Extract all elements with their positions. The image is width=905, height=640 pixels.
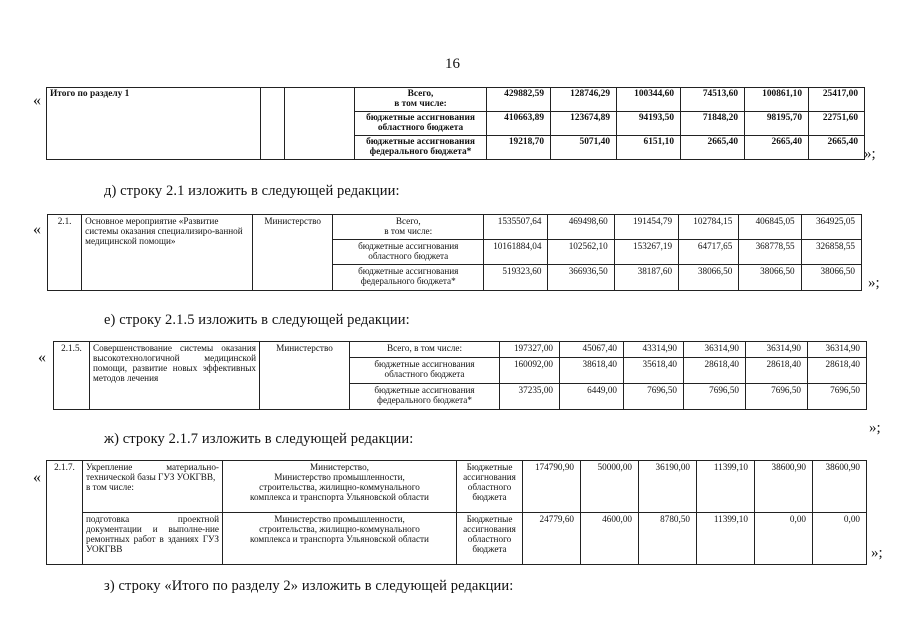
cell: 160092,00 (500, 358, 560, 384)
cell: 1535507,64 (484, 215, 548, 240)
cell: 7696,50 (808, 384, 867, 410)
cell: 36190,00 (639, 461, 697, 513)
cell: 24779,60 (523, 513, 581, 565)
row-desc: Всего, в том числе: (350, 342, 500, 358)
row-number: 2.1.7. (47, 461, 83, 565)
instruction-zh: ж) строку 2.1.7 изложить в следующей редакции: (104, 431, 414, 447)
cell: 2665,40 (809, 136, 865, 160)
cell: 50000,00 (581, 461, 639, 513)
cell: 197327,00 (500, 342, 560, 358)
cell: 2665,40 (681, 136, 745, 160)
cell: 10161884,04 (484, 240, 548, 265)
cell: 102784,15 (679, 215, 739, 240)
cell: 35618,40 (624, 358, 684, 384)
cell: 94193,50 (617, 112, 681, 136)
cell: 71848,20 (681, 112, 745, 136)
cell: 11399,10 (697, 513, 755, 565)
cell: 38066,50 (679, 265, 739, 291)
row-desc: бюджетные ассигнования областного бюджета (355, 112, 487, 136)
cell: 37235,00 (500, 384, 560, 410)
cell: 100861,10 (745, 88, 809, 112)
cell: 28618,40 (684, 358, 746, 384)
cell: 406845,05 (739, 215, 801, 240)
cell: 28618,40 (746, 358, 808, 384)
row-2-1-table (47, 214, 862, 291)
cell: 36314,90 (746, 342, 808, 358)
row-desc: бюджетные ассигнования федерального бюджета* (355, 136, 487, 160)
measure-name: Совершенствование системы оказания высокотехнологичной медицинской помощи, развитие новых эффективных методов лечения (90, 342, 260, 410)
executor: Министерство (252, 215, 332, 291)
closing-quote: »; (868, 275, 880, 291)
cell: 38600,90 (813, 461, 867, 513)
executor: Министерство (260, 342, 350, 410)
cell: 38600,90 (755, 461, 813, 513)
row-desc: бюджетные ассигнования областного бюджета (350, 358, 500, 384)
funding-source: Бюджетные ассигнования областного бюджета (457, 461, 523, 513)
row-desc: бюджетные ассигнования федерального бюджета* (333, 265, 484, 291)
cell: 74513,60 (681, 88, 745, 112)
cell: 25417,00 (809, 88, 865, 112)
row-desc: Всего, в том числе: (355, 88, 487, 112)
row-number: 2.1.5. (54, 342, 90, 410)
cell: 469498,60 (548, 215, 614, 240)
cell: 36314,90 (684, 342, 746, 358)
cell: 0,00 (813, 513, 867, 565)
cell: 326858,55 (801, 240, 861, 265)
cell: 38187,60 (614, 265, 678, 291)
executor: Министерство, Министерство промышленности, строительства, жилищно-коммунального комплекса и транспорта Ульяновской области (223, 461, 457, 513)
cell: 28618,40 (808, 358, 867, 384)
opening-quote: « (33, 221, 41, 238)
cell: 45067,40 (560, 342, 624, 358)
opening-quote: « (33, 92, 41, 109)
executor: Министерство промышленности, строительства, жилищно-коммунального комплекса и транспорта Ульяновской области (223, 513, 457, 565)
opening-quote: « (38, 349, 46, 366)
cell: 364925,05 (801, 215, 861, 240)
cell: 22751,60 (809, 112, 865, 136)
cell: 7696,50 (624, 384, 684, 410)
measure-name: Основное мероприятие «Развитие системы оказания специализиро-ванной медицинской помощи» (82, 215, 253, 291)
cell: 11399,10 (697, 461, 755, 513)
cell: 191454,79 (614, 215, 678, 240)
instruction-d: д) строку 2.1 изложить в следующей редакции: (104, 183, 400, 199)
funding-source: Бюджетные ассигнования областного бюджета (457, 513, 523, 565)
total-section1-table (46, 87, 865, 160)
cell: 410663,89 (487, 112, 551, 136)
cell: 4600,00 (581, 513, 639, 565)
cell: 6151,10 (617, 136, 681, 160)
cell: 5071,40 (551, 136, 617, 160)
row-desc: бюджетные ассигнования областного бюджета (333, 240, 484, 265)
measure-name: Укрепление материально-технической базы ГУЗ УОКГВВ, в том числе: (83, 461, 223, 513)
cell: 19218,70 (487, 136, 551, 160)
cell: 123674,89 (551, 112, 617, 136)
row-2-1-7-table (46, 460, 867, 565)
cell: 98195,70 (745, 112, 809, 136)
cell: 429882,59 (487, 88, 551, 112)
row-desc: Всего, в том числе: (333, 215, 484, 240)
instruction-e: е) строку 2.1.5 изложить в следующей редакции: (104, 312, 410, 328)
cell: 368778,55 (739, 240, 801, 265)
cell: 100344,60 (617, 88, 681, 112)
cell: 153267,19 (614, 240, 678, 265)
cell: 64717,65 (679, 240, 739, 265)
total-label: Итого по разделу 1 (47, 88, 261, 160)
row-number: 2.1. (48, 215, 82, 291)
closing-quote: »; (869, 420, 881, 436)
cell: 7696,50 (746, 384, 808, 410)
row-desc: бюджетные ассигнования федерального бюджета* (350, 384, 500, 410)
cell: 38066,50 (739, 265, 801, 291)
cell: 38618,40 (560, 358, 624, 384)
page-number: 16 (445, 56, 460, 72)
opening-quote: « (33, 469, 41, 486)
cell: 128746,29 (551, 88, 617, 112)
cell: 2665,40 (745, 136, 809, 160)
cell: 8780,50 (639, 513, 697, 565)
row-2-1-5-table (53, 341, 867, 410)
cell: 174790,90 (523, 461, 581, 513)
cell: 366936,50 (548, 265, 614, 291)
cell: 7696,50 (684, 384, 746, 410)
closing-quote: »; (871, 545, 883, 561)
closing-quote: »; (864, 146, 876, 162)
cell: 43314,90 (624, 342, 684, 358)
cell: 102562,10 (548, 240, 614, 265)
cell: 519323,60 (484, 265, 548, 291)
cell: 36314,90 (808, 342, 867, 358)
cell: 6449,00 (560, 384, 624, 410)
cell: 38066,50 (801, 265, 861, 291)
cell: 0,00 (755, 513, 813, 565)
measure-name: подготовка проектной документации и выполне-ние ремонтных работ в зданиях ГУЗ УОКГВВ (83, 513, 223, 565)
instruction-z: з) строку «Итого по разделу 2» изложить в следующей редакции: (104, 578, 514, 594)
